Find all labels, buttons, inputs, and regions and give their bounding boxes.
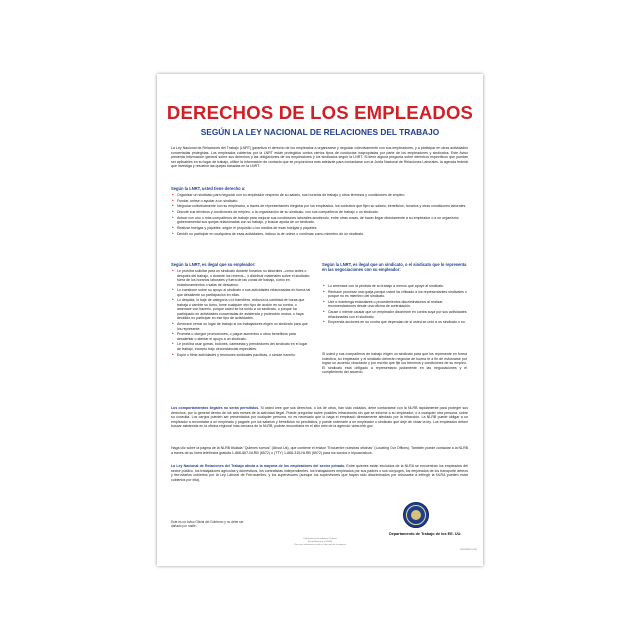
- list-item: • Le prohíba solicitar para un sindicato durante horarios no laborales –como antes o después del trabajo, o durante los recreos–, o distribuir materiales sobre el sindicato fuera de los horarios laborales y fuera de las zonas de trabajo, como en estacionamientos o salas de descanso.: [177, 269, 312, 287]
- list-item: • Negociar colectivamente con su empleador, a través de representantes elegidos por los empleados, los contratos que fijen su salario, beneficios, horarios y otras condiciones laborales.: [177, 204, 468, 209]
- union-note: Si usted y sus compañeros de trabajo eligen un sindicato para que los represente en forma colectiva, su empleador y el sindicato deberán negociar de buena fe a fin de esforzarse por lograr un acuerdo vinculante y por escrito que fije los términos y condiciones de su empleo. El sindicato está obligado a representarlo justamente en las negociaciones y el cumplimiento del acuerdo.: [322, 352, 467, 374]
- employer-list: [171, 269, 312, 358]
- list-item: • Decidir no participar en cualquiera de esas actividades, incluso la de unirse o continuar como miembro de un sindicato.: [177, 232, 468, 237]
- list-item: • Realizar huelgas y piquetes, según el propósito o los medios de esas huelgas y piquetes.: [177, 226, 468, 231]
- coverage-text: Entre quienes están excluidos de la NLRA se encuentran los empleados del sector público, los trabajadores agrícolas y domésticos, los contratistas independientes, los trabajadores empleados por sus padres o sus cónyuges, los empleados de los transporte aéreos y ferroviarios cubiertos por la Ley Laboral de Ferrocarriles, y los supervisores (aunque los supervisores que hayan sido discriminados por rehusarse a infringir la NLRA pueden estar cubiertos por ella).: [171, 464, 468, 482]
- coverage-lead: La Ley Nacional de Relaciones del Trabajo afecta a la mayoría de los empleadores del sector privado.: [171, 464, 346, 468]
- list-item: • Lo amenace con la pérdida de su trabajo a menos que apoye al sindicato.: [328, 284, 468, 289]
- list-item: • Espíe o filme actividades y reuniones sindicales pacíficas, o simule hacerlo.: [177, 353, 312, 358]
- poster-title: DERECHOS DE LOS EMPLEADOS: [166, 102, 474, 123]
- union-heading: Según la LNRT, es ilegal que un sindicato, o el sindicato que lo representa en las negociaciones con su empleador:: [322, 262, 467, 272]
- fine-print: Publicado por el Gobierno Federal Respaldado por el NLRB Para más información visite el sitio web de la agencia: [294, 538, 346, 546]
- list-item: • Prometa u otorgue promociones, o pague aumentos u otros beneficios para desalentar o alentar el apoyo a un sindicato.: [177, 332, 312, 341]
- employer-heading: Según la LNRT, es ilegal que su empleador:: [171, 262, 256, 267]
- official-notice: Este es un Aviso Oficial del Gobierno y no debe ser dañado por nadie.: [171, 520, 244, 528]
- illegal-lead: Los comportamientos ilegales no serán permitidos.: [171, 406, 260, 410]
- list-item: • Use o mantenga estándares o procedimientos discriminatorios al realizar recomendaciones desde una oficina de contratación.: [328, 300, 468, 309]
- list-item: • Actuar con uno o más compañeros de trabajo para mejorar sus condiciones laborales acudiendo, entre otras cosas, de hacer llegar directamente a su empleador o a un organismo gubernamental sus quejas relacionadas con su trabajo, y buscar ayuda de un sindicato.: [177, 216, 468, 225]
- list-item: • Cause o intente causar que un empleador discrimine en contra suya por sus actividades relacionadas con el sindicato.: [328, 310, 468, 319]
- list-item: • Amenace cerrar su lugar de trabajo si los trabajadores eligen un sindicato para que los represente.: [177, 322, 312, 331]
- list-item: • Lo cuestione sobre su apoyo al sindicato o sus actividades relacionadas en forma tal que desaliente su participación en ellas.: [177, 288, 312, 297]
- rights-heading: Según la LNRT, usted tiene derecho a:: [171, 186, 246, 191]
- poster-subtitle: SEGÚN LA LEY NACIONAL DE RELACIONES DEL TRABAJO: [200, 127, 440, 137]
- rights-list: [171, 193, 468, 237]
- form-code: WH1088SP-0110: [460, 549, 477, 551]
- union-list: [322, 284, 468, 326]
- intro-paragraph: La Ley Nacional de Relaciones del Trabajo (LNRT) garantiza el derecho de los empleados a organizarse y negociar colectivamente con sus empleadores, y a participar en otras actividades concertadas protegidas. Los empleados cubiertos por la LNRT están protegidos contra ciertos tipos de conductas inapropiadas por parte de los empleadores y sindicatos. Este Aviso presenta información general sobre sus derechos y las obligaciones de los empleadores y los sindicatos según la LNRT. Si tiene alguna pregunta sobre derechos específicos que puedan ser aplicables en su lugar de trabajo, utilice la información de contacto que se proporciona más adelante para contactarse con la Junta Nacional de Relaciones Laborales, la agencia federal que investiga y resuelve las quejas basadas en la LNRT.: [171, 146, 468, 168]
- list-item: • Organizar un sindicato para negociar con su empleador respecto de su salario, sus horarios de trabajo y otros términos y condiciones de empleo.: [177, 193, 468, 198]
- contact-paragraph: Haga clic sobre la página de la NLRB titulada "Quienes somos" (About Us), que contiene el enlace "Encuentre nuestras oficinas" (Locating Our Offices). También puede contactar a la NLRB a través de su línea telefónica gratuita 1-866-667-NLRB (6572) o (TTY) 1-866-315-NLRB (6572) para los sordos e hipoacúsicos.: [171, 446, 468, 455]
- list-item: • Le prohíba usar gorras, botones, camisetas y prendedores del sindicato en el lugar de trabajo, excepto bajo circunstancias especiales.: [177, 342, 312, 351]
- poster-sheet: [157, 74, 483, 566]
- illegal-text: Si usted cree que sus derechos, o los de otros, han sido violados, debe contactarse con la NLRB rápidamente para proteger sus derechos, por lo general dentro de los seis meses de la actividad ilegal. Puede preguntar sobre posibles infracciones sin que se informe a su empleador, o a cualquier otra persona, sobre su consulta. Los cargos pueden ser presentados por cualquier persona, no es necesario que lo haga el empleado directamente afectado por la infracción. La NLRB puede obligar a un empleador a recontratar a un empleado y pagarle por los salarios y beneficios no percibidos, y puede ordenarle a un empleador o sindicato que deje de violar la ley. Los empleados deben buscar asistencia en la oficina regional más cercana de la NLRB, podrán encontrarla en el sitio web de la agencia: www.nlrb.gov.: [171, 406, 469, 428]
- coverage-paragraph: [171, 464, 468, 482]
- department-name: Departamento de Trabajo de los EE. UU.: [389, 532, 462, 536]
- department-seal-icon: [403, 502, 429, 528]
- list-item: • Fundar, unirse o ayudar a un sindicato.: [177, 199, 468, 204]
- illegal-paragraph: [171, 406, 468, 429]
- list-item: • Lo despida, lo baje de categoría o lo transfiera, reduzca la cantidad de horas que trabaja o cambie su turno, tome cualquier otro tipo de acción en su contra, o amenace con hacerlo, porque usted se ha unido a un sindicato, o porque ha participado en actividades concertadas de asistencia y protección mutua, o haya decidido no participar en ese tipo de actividades.: [177, 298, 312, 321]
- list-item: • Rechace procesar una queja porque usted ha criticado a los representantes sindicales o porque no es miembro del sindicato.: [328, 290, 468, 299]
- list-item: • Discutir sus términos y condiciones de empleo, o la organización de su sindicato, con sus compañeros de trabajo o un sindicato.: [177, 210, 468, 215]
- list-item: • Emprenda acciones en su contra que dependan de si usted se unió a un sindicato o no.: [328, 320, 468, 325]
